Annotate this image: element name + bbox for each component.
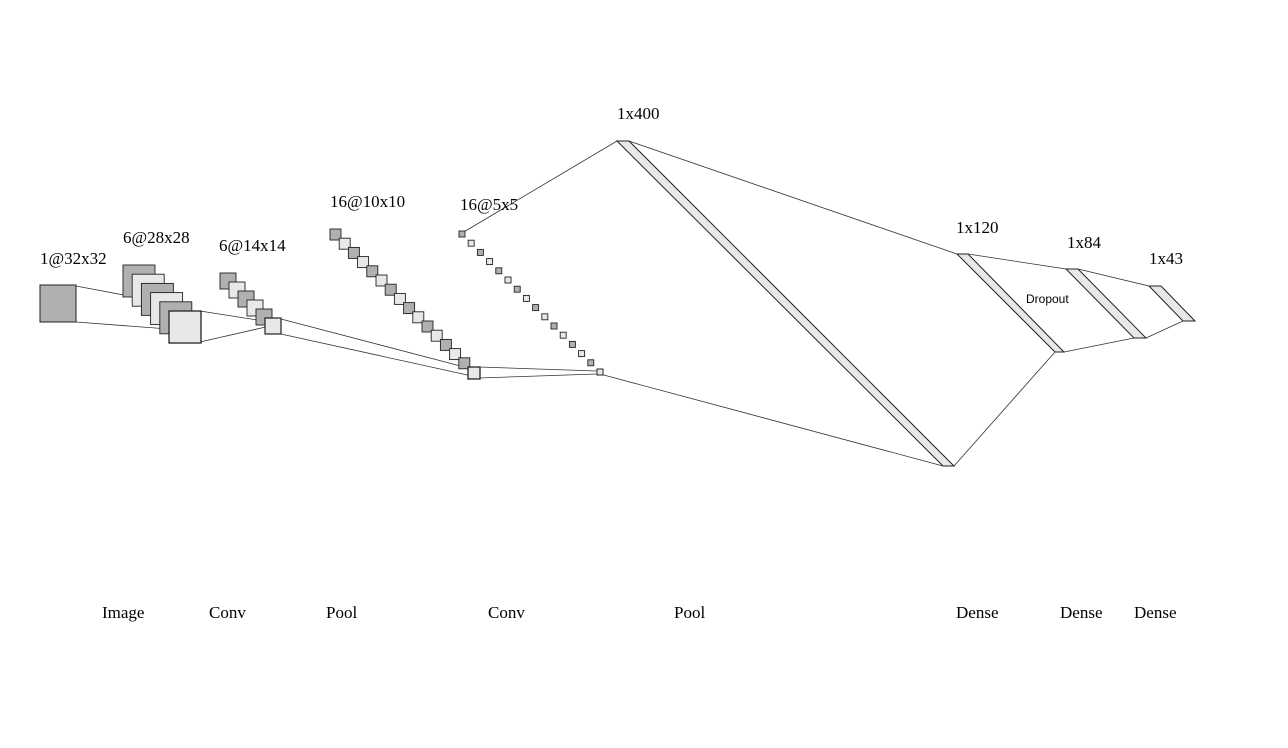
edge-pool2-flatten-bottom [600,374,943,466]
input-image-square [40,285,76,322]
shape-label-pool2: 16@5x5 [460,195,519,214]
layer-label-dense3: Dense [1134,603,1177,622]
pool2-map-13 [569,341,575,347]
dropout-label: Dropout [1026,292,1069,306]
dense-43-slab [1149,286,1195,321]
layer-label-pool2: Pool [674,603,706,622]
shape-label-pool1: 6@14x14 [219,236,286,255]
edge-conv2-pool2-bottom [479,374,597,378]
conv1-map-6 [169,311,201,343]
pool2-map-14 [579,351,585,357]
layer-label-pool1: Pool [326,603,358,622]
flatten-400-slab [617,141,954,466]
pool1-feature-maps [220,273,281,334]
dense-84-slab [1066,269,1146,338]
edge-conv1-pool1-bottom [200,326,270,342]
layer-label-conv2: Conv [488,603,525,622]
pool2-map-1 [459,231,465,237]
pool2-map-7 [514,286,520,292]
pool2-feature-maps [459,231,603,375]
edge-flatten-dense1-bottom [954,352,1055,466]
edge-dense1-dense2-bottom [1064,338,1134,352]
edge-dense1-dense2-top [968,254,1066,269]
pool2-map-4 [487,259,493,265]
layer-shapes [40,141,1195,466]
layer-label-dense2: Dense [1060,603,1103,622]
pool2-map-12 [560,332,566,338]
shape-label-dense2: 1x84 [1067,233,1101,252]
pool2-map-2 [468,240,474,246]
edge-pool2-flatten-top [462,141,617,233]
layer-label-conv1: Conv [209,603,246,622]
pool2-map-16 [597,369,603,375]
edge-conv2-pool2-top [479,367,597,371]
labels [40,104,1183,622]
layer-label-image: Image [102,603,145,622]
pool2-map-3 [477,249,483,255]
shape-label-conv1: 6@28x28 [123,228,190,247]
pool2-map-15 [588,360,594,366]
pool2-map-9 [533,305,539,311]
conv1-feature-maps [123,265,201,343]
pool2-map-5 [496,268,502,274]
pool2-map-10 [542,314,548,320]
pool2-map-6 [505,277,511,283]
pool2-map-11 [551,323,557,329]
shape-label-dense1: 1x120 [956,218,999,237]
shape-label-conv2: 16@10x10 [330,192,406,211]
conv2-map-16 [468,367,480,379]
edge-dense2-dense3-bottom [1146,321,1183,338]
pool2-map-8 [523,295,529,301]
pool1-map-6 [265,318,281,334]
layer-label-dense1: Dense [956,603,999,622]
shape-label-dense3: 1x43 [1149,249,1183,268]
shape-label-flatten: 1x400 [617,104,660,123]
conv2-feature-maps [330,229,480,379]
shape-label-input: 1@32x32 [40,249,107,268]
